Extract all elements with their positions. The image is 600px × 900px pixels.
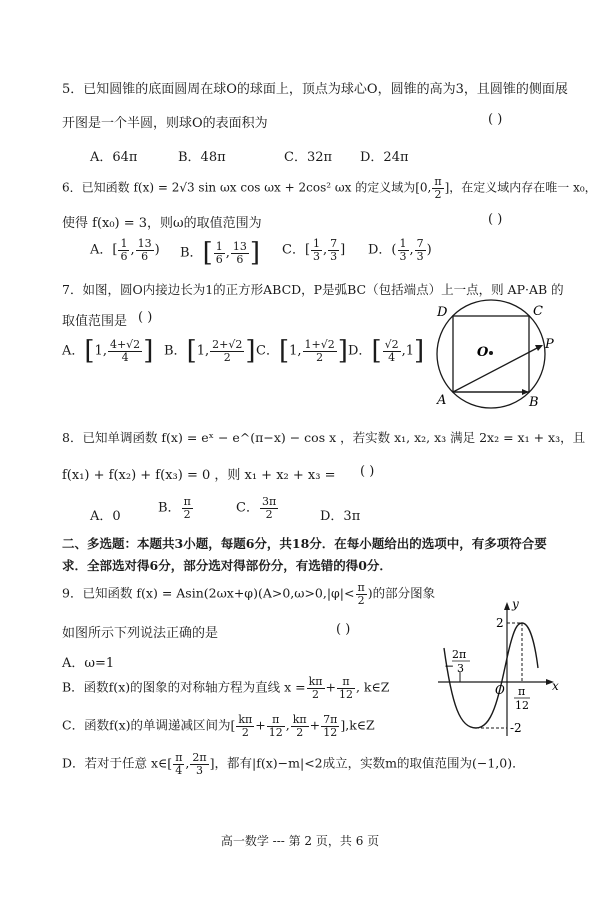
- q9-option-a: A．ω=1: [62, 656, 115, 671]
- q8-line1: 8．已知单调函数 f(x) = eˣ − e^(π−x) − cos x ，若实数 x₁, x₂, x₃ 满足 2x₂ = x₁ + x₃，且: [62, 430, 586, 445]
- label-d: D: [437, 305, 448, 320]
- q8-line2: f(x₁) + f(x₂) + f(x₃) = 0 ，则 x₁ + x₂ + x₃ =: [62, 468, 336, 483]
- y-axis-arrow: [504, 602, 510, 610]
- label-o: O: [477, 345, 489, 360]
- center-dot: [489, 351, 493, 355]
- label-p: P: [545, 337, 554, 352]
- q6-option-c: C．[ $\frac{1}{3}$ , $\frac{7}{3}$ ]: [282, 237, 346, 263]
- q7-option-a: A．[1, $\frac{4+√2}{4}$ ]: [62, 336, 154, 366]
- q5-line1: 5．已知圆锥的底面圆周在球O的球面上，顶点为球心O，圆锥的高为3，且圆锥的侧面展: [62, 82, 568, 97]
- q6-line2: 使得 f(x₀) = 3，则ω的取值范围为: [62, 216, 262, 231]
- label-b: B: [529, 395, 539, 410]
- section2-line1: 二、多选题：本题共3小题，每题6分，共18分．在每小题给出的选项中，有多项符合要: [62, 536, 547, 551]
- q5-option-a: A．64π: [90, 150, 138, 165]
- label-ymin: -2: [510, 721, 522, 735]
- label-x: x: [552, 679, 559, 693]
- q7-answer-paren: ( ): [138, 310, 153, 325]
- q9-line1: 9．已知函数 f(x) = Asin(2ωx+φ)(A>0,ω>0,|φ|< $\frac{\pi}{2}$ )的部分图象: [62, 581, 436, 607]
- q5-line2: 开图是一个半圆，则球O的表面积为: [62, 116, 268, 131]
- q6-line1-tail: ]，在定义域内存在唯一 x₀，: [444, 180, 597, 195]
- q5-option-b: B．48π: [178, 150, 226, 165]
- label-neg-den: 3: [457, 662, 464, 675]
- q7-line1: 7．如图，圆O内接边长为1的正方形ABCD，P是弧BC（包括端点）上一点，则 AP·AB 的: [62, 282, 564, 297]
- q5-answer-paren: ( ): [488, 112, 503, 127]
- q6-option-d: D．( $\frac{1}{3}$ , $\frac{7}{3}$ ): [368, 237, 432, 263]
- q6-option-a: A．[ $\frac{1}{6}$ , $\frac{13}{6}$ ): [90, 237, 160, 263]
- q6-line1: [62, 176, 597, 200]
- vector-ap: [453, 346, 541, 392]
- label-origin: O: [495, 683, 505, 697]
- q7-circle-figure: [425, 298, 565, 418]
- page-footer: 高一数学 --- 第 2 页，共 6 页: [220, 834, 380, 848]
- sine-curve: [444, 623, 538, 728]
- q9-answer-paren: ( ): [336, 622, 351, 637]
- label-a: A: [437, 393, 447, 408]
- q9-line2: 如图所示下列说法正确的是: [62, 626, 219, 641]
- label-c: C: [533, 304, 543, 319]
- label-pos-num: π: [518, 685, 526, 698]
- q6-answer-paren: ( ): [488, 212, 503, 227]
- q8-option-c: C． $\frac{3\pi}{2}$: [236, 495, 277, 521]
- label-y: y: [512, 597, 519, 611]
- q8-option-b: B． $\frac{\pi}{2}$: [158, 495, 191, 521]
- q9-sine-graph: [430, 596, 570, 746]
- q9-option-d: D．若对于任意 x∈[ $\frac{\pi}{4}$ , $\frac{2\pi}{3}$ ]，都有|f(x)−m|<2成立，实数m的取值范围为(−1,0)．: [62, 751, 525, 777]
- q7-line2: 取值范围是: [62, 314, 128, 329]
- q8-option-a: A．0: [90, 509, 121, 524]
- q6-line1-text: 6．已知函数 f(x) = 2√3 sin ωx cos ωx + 2cos² ωx 的定义域为[0,: [62, 180, 432, 195]
- q9-option-c: C．函数f(x)的单调递减区间为[ $\frac{k\pi}{2}$ + $\frac{\pi}{12}$ , $\frac{k\pi}{2}$ + $\frac{7\pi}{12}$ ],k∈Z: [62, 713, 375, 739]
- label-neg-sign: −: [444, 659, 455, 673]
- q7-option-d: D．[ $\frac{√2}{4}$ ,1]: [348, 336, 425, 366]
- section2-line2: 求．全部选对得6分，部分选对得部份分，有选错的得0分．: [62, 558, 392, 573]
- q8-answer-paren: ( ): [360, 464, 375, 479]
- label-ymax: 2: [496, 616, 504, 630]
- q7-option-b: B．[1, $\frac{2+√2}{2}$ ]: [164, 336, 256, 366]
- q8-option-d: D．3π: [320, 509, 361, 524]
- q9-option-b: B．函数f(x)的图象的对称轴方程为直线 x = $\frac{k\pi}{2}$ + $\frac{\pi}{12}$ , k∈Z: [62, 675, 390, 701]
- q6-option-b: B．[ $\frac{1}{6}$ , $\frac{13}{6}$ ]: [180, 238, 261, 268]
- label-pos-den: 12: [515, 699, 529, 712]
- q7-option-c: C．[1, $\frac{1+√2}{2}$ ]: [256, 336, 348, 366]
- label-neg-num: 2π: [452, 648, 467, 661]
- q5-option-c: C．32π: [284, 150, 333, 165]
- q5-option-d: D．24π: [360, 150, 409, 165]
- q6-domain-fraction: $\frac{\pi}{2}$: [434, 175, 442, 201]
